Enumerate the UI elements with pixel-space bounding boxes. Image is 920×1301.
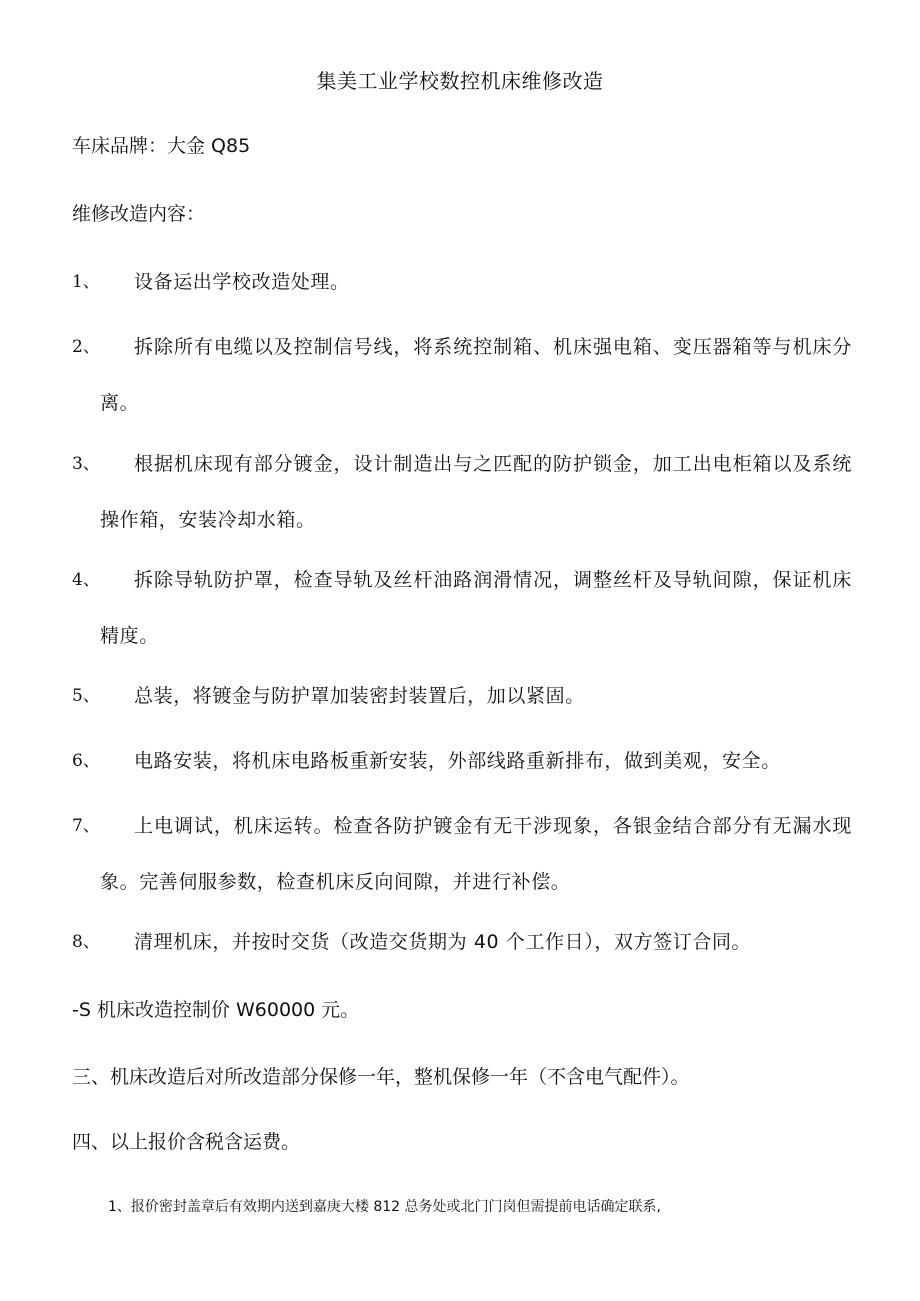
list-item xyxy=(72,747,852,789)
warranty-line: 三、机床改造后对所改造部分保修一年，整机保修一年（不含电气配件）。 xyxy=(72,1066,690,1088)
item-number: 2、 xyxy=(72,337,100,357)
item-text: 拆除导轨防护罩，检查导轨及丝杆油路润滑情况，调整丝杆及导轨间隙，保证机床精度。 xyxy=(100,569,852,647)
item-number: 6、 xyxy=(72,751,100,771)
item-text: 清理机床，并按时交货（改造交货期为 40 个工作日），双方签订合同。 xyxy=(134,931,752,953)
item-text: 设备运出学校改造处理。 xyxy=(134,271,350,293)
item-text: 根据机床现有部分镀金，设计制造出与之匹配的防护锁金，加工出电柜箱以及系统操作箱，安装冷却水箱。 xyxy=(100,453,852,531)
item-number: 5、 xyxy=(72,686,100,706)
list-item xyxy=(72,682,852,724)
item-number: 3、 xyxy=(72,454,100,474)
item-number: 7、 xyxy=(72,816,100,836)
item-number: 4、 xyxy=(72,570,100,590)
list-item xyxy=(72,450,852,548)
brand-line: 车床品牌：大金 Q85 xyxy=(72,135,251,157)
list-item xyxy=(72,812,852,910)
content-heading: 维修改造内容： xyxy=(72,203,206,225)
footnote: 1、报价密封盖章后有效期内送到嘉庚大楼 812 总务处或北门门岗但需提前电话确定联系, xyxy=(108,1199,661,1215)
list-item xyxy=(72,566,852,664)
item-text: 电路安装，将机床电路板重新安装，外部线路重新排布，做到美观，安全。 xyxy=(134,750,781,772)
item-number: 1、 xyxy=(72,272,100,292)
tax-line: 四、以上报价含税含运费。 xyxy=(72,1131,301,1153)
item-number: 8、 xyxy=(72,932,100,952)
document-title: 集美工业学校数控机床维修改造 xyxy=(316,69,604,93)
price-line: -S 机床改造控制价 W60000 元。 xyxy=(72,999,360,1021)
list-item xyxy=(72,333,852,431)
item-text: 拆除所有电缆以及控制信号线，将系统控制箱、机床强电箱、变压器箱等与机床分离。 xyxy=(100,336,852,414)
list-item xyxy=(72,268,852,310)
item-text: 总装，将镀金与防护罩加装密封装置后，加以紧固。 xyxy=(134,685,585,707)
item-text: 上电调试，机床运转。检查各防护镀金有无干涉现象，各银金结合部分有无漏水现象。完善伺服参数，检查机床反向间隙，并进行补偿。 xyxy=(100,815,852,893)
list-item xyxy=(72,928,852,970)
